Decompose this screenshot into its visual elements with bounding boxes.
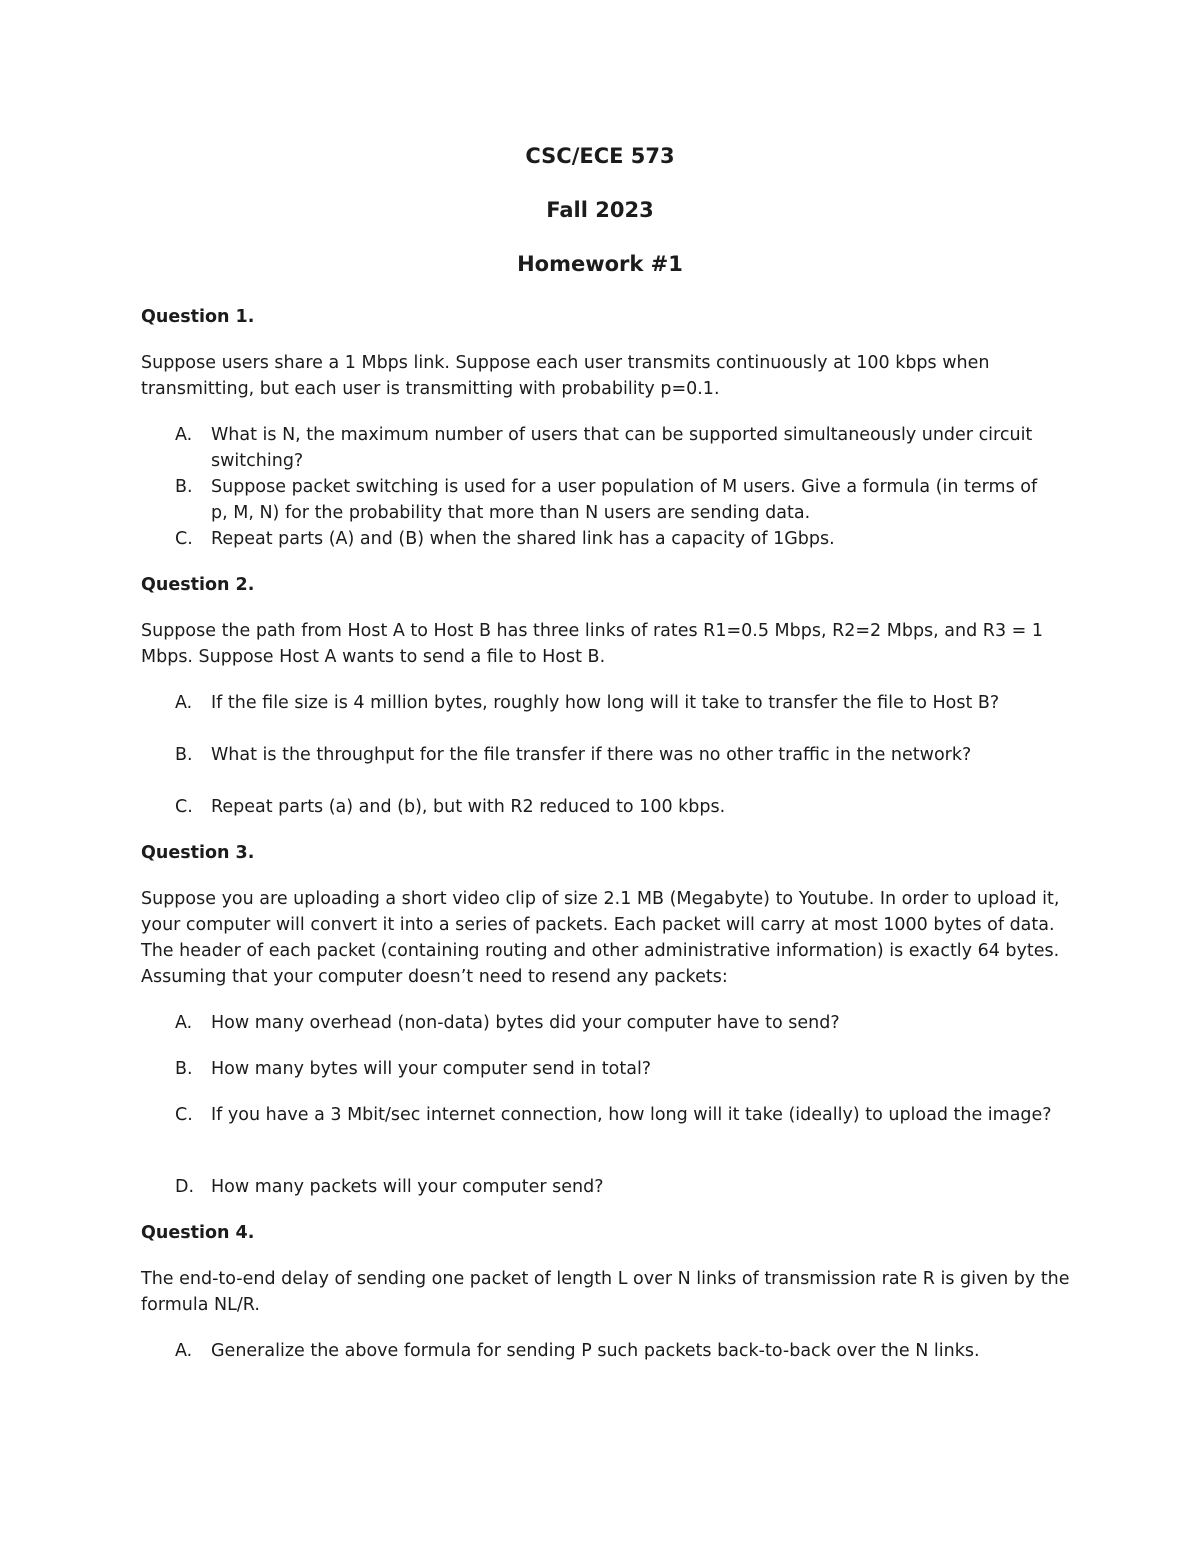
item-text: Generalize the above formula for sending P such packets back-to-back over the N links. xyxy=(211,1341,980,1361)
item-letter: D. xyxy=(175,1177,195,1197)
item-text: Repeat parts (A) and (B) when the shared link has a capacity of 1Gbps. xyxy=(211,529,835,549)
question-1-body: Suppose users share a 1 Mbps link. Suppose each user transmits continuously at 100 kbps when transmitting, but each user is transmitting with probability p=0.1. xyxy=(141,353,990,399)
question-1-item-b xyxy=(175,474,1055,526)
question-2-title: Question 2. xyxy=(141,575,255,595)
item-letter: C. xyxy=(175,529,193,549)
item-letter: A. xyxy=(175,1341,193,1361)
question-3-item-d xyxy=(175,1174,1055,1200)
term-title: Fall 2023 xyxy=(546,198,654,222)
item-text: Repeat parts (a) and (b), but with R2 reduced to 100 kbps. xyxy=(211,797,726,817)
question-3-item-c xyxy=(175,1102,1055,1128)
item-letter: B. xyxy=(175,745,193,765)
question-2-item-b xyxy=(175,742,1055,768)
question-3-title: Question 3. xyxy=(141,843,255,863)
question-1-item-a xyxy=(175,422,1055,474)
question-3-item-a xyxy=(175,1010,1055,1036)
item-letter: B. xyxy=(175,1059,193,1079)
item-letter: A. xyxy=(175,693,193,713)
item-letter: A. xyxy=(175,425,193,445)
question-3-item-b xyxy=(175,1056,1055,1082)
question-2-body: Suppose the path from Host A to Host B has three links of rates R1=0.5 Mbps, R2=2 Mbps, and R3 = 1 Mbps. Suppose Host A wants to send a file to Host B. xyxy=(141,621,1044,667)
item-text: How many overhead (non-data) bytes did your computer have to send? xyxy=(211,1013,840,1033)
question-1-title: Question 1. xyxy=(141,307,255,327)
item-letter: C. xyxy=(175,1105,193,1125)
item-text: What is the throughput for the file transfer if there was no other traffic in the network? xyxy=(211,745,972,765)
item-text: How many packets will your computer send? xyxy=(211,1177,604,1197)
question-3-body: Suppose you are uploading a short video clip of size 2.1 MB (Megabyte) to Youtube. In order to upload it, your computer will convert it into a series of packets. Each packet will carry at most 1000 bytes of data. The header of each packet (containing routing and other administrative information) is exactly 64 bytes. Assuming that your computer doesn’t need to resend any packets: xyxy=(141,889,1060,987)
question-4-body: The end-to-end delay of sending one packet of length L over N links of transmission rate R is given by the formula NL/R. xyxy=(141,1269,1070,1315)
item-text: How many bytes will your computer send in total? xyxy=(211,1059,652,1079)
question-1-item-c xyxy=(175,526,1055,552)
question-2-item-c xyxy=(175,794,1055,820)
item-letter: C. xyxy=(175,797,193,817)
item-text: What is N, the maximum number of users that can be supported simultaneously under circuit switching? xyxy=(211,425,1033,471)
assignment-title: Homework #1 xyxy=(517,252,683,276)
question-2-item-a xyxy=(175,690,1055,716)
item-letter: A. xyxy=(175,1013,193,1033)
item-letter: B. xyxy=(175,477,193,497)
item-text: Suppose packet switching is used for a user population of M users. Give a formula (in terms of p, M, N) for the probability that more than N users are sending data. xyxy=(211,477,1038,523)
question-4-title: Question 4. xyxy=(141,1223,255,1243)
item-text: If you have a 3 Mbit/sec internet connection, how long will it take (ideally) to upload the image? xyxy=(211,1105,1052,1125)
question-4-item-a xyxy=(175,1338,1055,1364)
item-text: If the file size is 4 million bytes, roughly how long will it take to transfer the file to Host B? xyxy=(211,693,1000,713)
course-title: CSC/ECE 573 xyxy=(525,144,675,168)
